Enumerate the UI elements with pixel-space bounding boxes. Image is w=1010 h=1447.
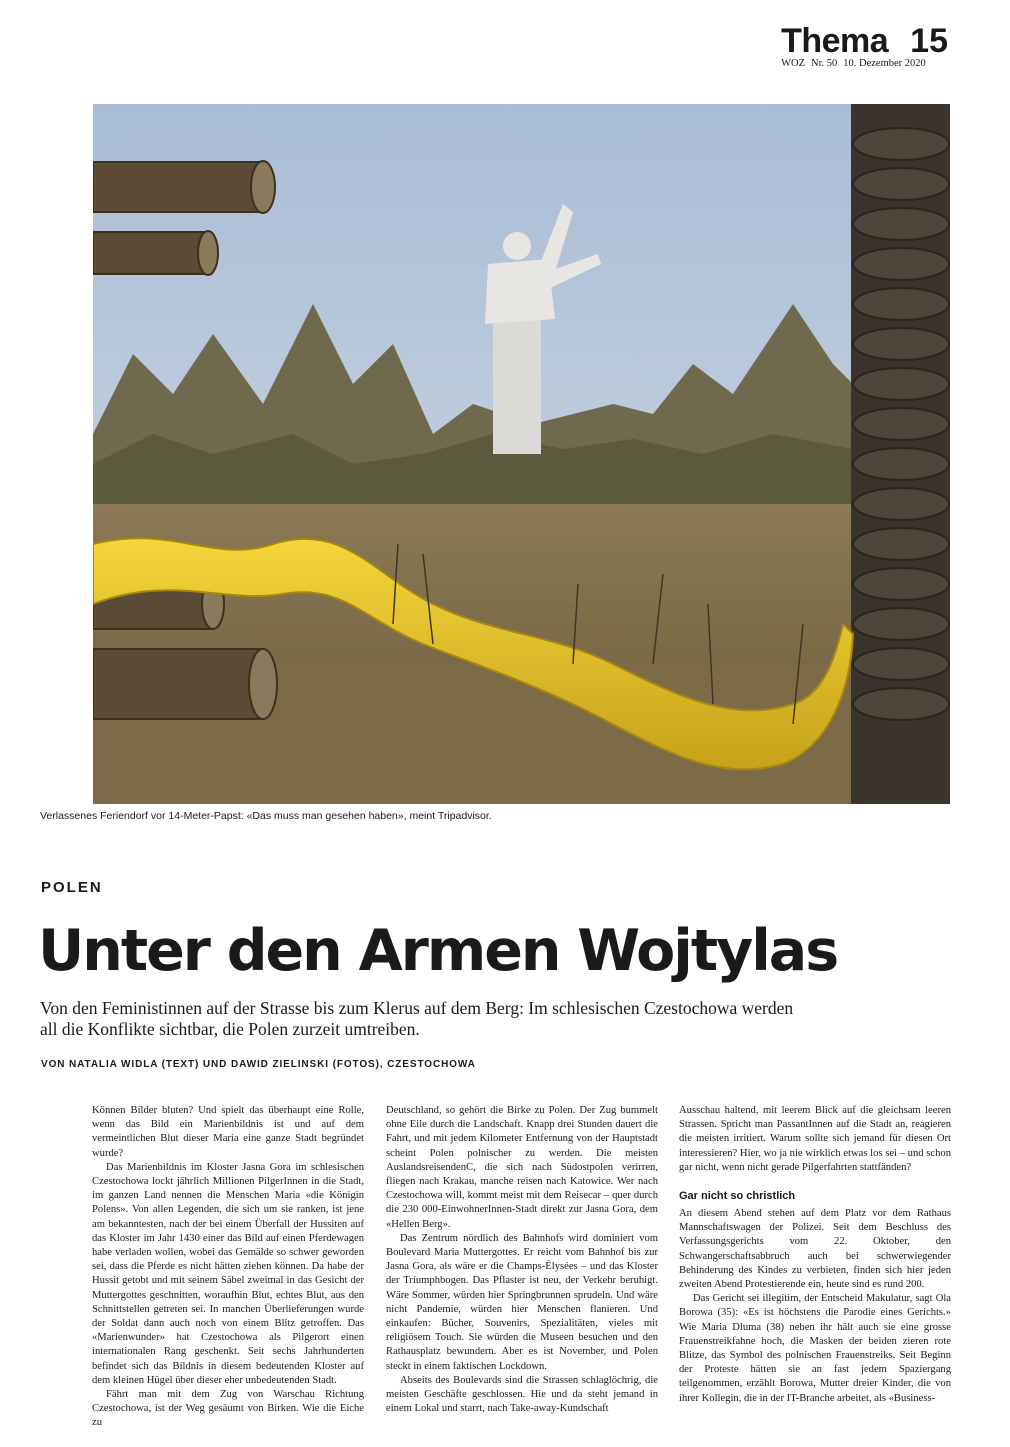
paragraph: Das Gericht sei illegitim, der Entscheid Makulatur, sagt Ola Borowa (35): «Es ist höchstens die Parodie eines Gerichts.» Wie Maria Dluma (38) neben ihr hält auch sie eine grosse Frauenstreikfahne hoch, die Masken der beiden zieren rote Blitze, das Symbol des polnischen Frauenstreiks. Seit Beginn der Proteste hätten sie an fast jedem Spaziergang teilgenommen, erzählt Borowa, Mutter dreier Kinder, die von ihrer Kollegin, die in der IT-Branche arbeitet, als «Business- <box>679 1293 951 1404</box>
paragraph: Fährt man mit dem Zug von Warschau Richtung Czestochowa, ist der Weg gesäumt von Birken. Wie die Eiche zu <box>92 1389 364 1429</box>
masthead <box>781 24 948 70</box>
issue-number: Nr. 50 <box>811 58 838 69</box>
paragraph: Abseits des Boulevards sind die Strassen schlaglöchrig, die meisten Geschäfte geschlossen. Hie und da steht jemand in einem Lokal und starrt, nach Take-away-Kundschaft <box>386 1374 658 1415</box>
paragraph: Können Bilder bluten? Und spielt das überhaupt eine Rolle, wenn das Bild ein Marienbildnis ist und auf dem vermeintlichen Blut dieser Maria eine ganze Stadt begründet wurde? <box>92 1105 364 1159</box>
photo-illustration <box>93 104 950 804</box>
paragraph: Deutschland, so gehört die Birke zu Polen. Der Zug bummelt ohne Eile durch die Landschaft. Knapp drei Stunden dauert die Fahrt, und mit jedem Kilometer Entfernung von der Hauptstadt scheint Polen polnischer zu werden. Die meisten AuslandsreisendenC, die sich nach Südostpolen verirren, fliegen nach Krakau, manche reisen nach Katowice. Wer nach Czestochowa will, kommt meist mit dem Reisecar – quer durch die 230 000-EinwohnerInnen-Stadt direkt zur Jasna Gora, dem «Hellen Berg». <box>386 1105 658 1230</box>
article-column-2 <box>386 1104 658 1416</box>
publication-name: WOZ <box>781 58 805 69</box>
photo-caption: Verlassenes Feriendorf vor 14-Meter-Papst: «Das muss man gesehen haben», meint Tripadvisor. <box>40 810 492 822</box>
paragraph: An diesem Abend stehen auf dem Platz vor dem Rathaus Mannschaftswagen der Polizei. Seit dem Beschluss des Verfassungsgerichts vom 22. Oktober, den Schwangerschaftsabbruch auch bei schwerwiegender Behinderung des Kindes zu verbieten, finden sich hier jeden zweiten Abend Protestierende ein, heute sind es rund 200. <box>679 1208 951 1291</box>
issue-line <box>781 58 948 70</box>
article-subhead: Gar nicht so christlich <box>679 1190 796 1203</box>
article-kicker: POLEN <box>41 879 103 896</box>
article-byline: VON NATALIA WIDLA (TEXT) UND DAWID ZIELINSKI (FOTOS), CZESTOCHOWA <box>41 1059 476 1070</box>
paragraph: Das Zentrum nördlich des Bahnhofs wird dominiert vom Boulevard Maria Muttergottes. Er reicht vom Bahnhof bis zur Jasna Gora, als wäre er die Champs-Élysées – und das Kloster der Triumphbogen. Das Pflaster ist neu, der Verkehr beruhigt. Wäre Sommer, würden hier Springbrunnen sprudeln. Und wäre nicht Pandemie, würden hier Menschen flanieren. Und einkaufen: Bücher, Souvenirs, Spezialitäten, vieles mit religiösem Touch. Sie würden die Museen besuchen und den Rathausplatz bewundern. Aber es ist November, und Polen steckt in einem faktischen Lockdown. <box>386 1232 658 1372</box>
article-column-1 <box>92 1104 364 1431</box>
article-headline: Unter den Armen Wojtylas <box>38 918 838 984</box>
article-lead: Von den Feministinnen auf der Strasse bis zum Klerus auf dem Berg: Im schlesischen Czestochowa werden all die Konflikte sichtbar, die Polen zurzeit umtreiben. <box>40 998 794 1039</box>
section-title: Thema <box>781 22 889 60</box>
article-photo <box>93 104 950 804</box>
page-number: 15 <box>910 22 948 60</box>
paragraph: Das Marienbildnis im Kloster Jasna Gora im schlesischen Czestochowa lockt jährlich Millionen PilgerInnen in die Stadt, im ganzen Land nennen die Menschen Maria «die Königin Polens». Von allen Legenden, die sich um sie ranken, ist jene am bekanntesten, nach der bei einem Überfall der Hussiten auf das Kloster im Jahr 1430 einer das Bild auf einen Pferdewagen habe verladen wollen, wobei das Gemälde so schwer geworden sei, dass die Pferde es nicht hätten ziehen können. Da habe der Hussit getobt und mit seinem Säbel zweimal in das Gesicht der Muttergottes geschnitten, woraufhin Blut, echtes Blut, aus den Schnittstellen getreten sei. In manchen Überlieferungen wurde der Soldat dann auch noch von einem Blitz getroffen. Das «Marienwunder» hat Czestochowa als Pilgerort einen internationalen Rang geschenkt. Seit sechs Jahrhunderten befindet sich das Bildnis in diesem bedeutenden Kloster auf dem kleinen Hügel über dieser eher unbedeutenden Stadt. <box>92 1161 364 1386</box>
paragraph: Ausschau haltend, mit leerem Blick auf die gleichsam leeren Strassen. Spricht man PassantInnen auf die Stadt an, reagieren die meisten irritiert. Warum sollte sich jemand für diesen Ort interessieren? Hier, wo ja nie wirklich etwas los sei – und schon gar nicht, wenn nicht gerade Pilgerfahrten stattfänden? <box>679 1105 951 1173</box>
issue-date: 10. Dezember 2020 <box>843 58 926 69</box>
article-column-3 <box>679 1104 951 1406</box>
